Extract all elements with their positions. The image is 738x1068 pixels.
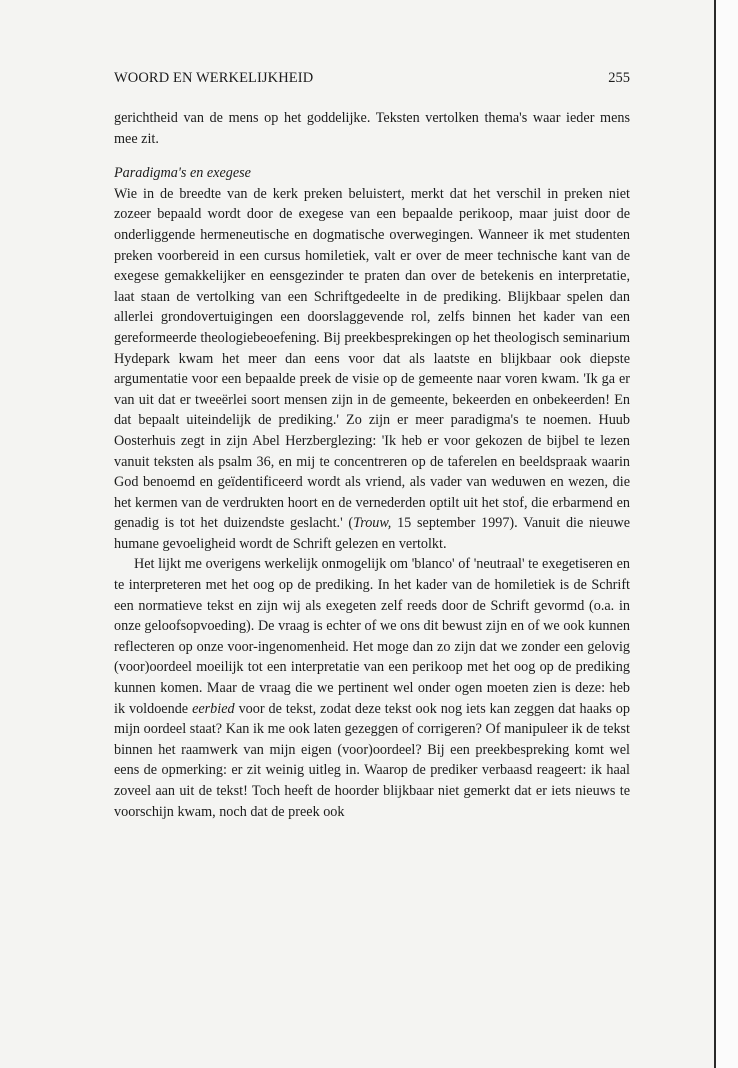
paragraph-2-text: Het lijkt me overigens werkelijk onmogelijk om 'blanco' of 'neutraal' te exegetiseren en te interpreteren met het oog op de prediking. In het kader van de homiletiek is de Schrift een normatieve tekst en zijn wij als exegeten zelf reeds door de Schrift gevormd (o.a. in onze geloofsopvoeding). De vraag is echter of we ons dit bewust zijn en of we ook kunnen reflecteren op onze voor-ingenomenheid. Het moge dan zo zijn dat we zonder een gelovig (voor)oordeel moeilijk tot een interpretatie van een perikoop met het oog op de prediking kunnen komen. Maar de vraag die we pertinent wel onder ogen moeten zien is deze: heb ik voldoende xyxy=(114,556,630,717)
paragraph-2 xyxy=(114,554,630,822)
paragraph-1-citation: Trouw, xyxy=(353,515,392,532)
page-header xyxy=(114,68,630,88)
paragraph-1-text-end: 15 september 1997). Vanuit die nieuwe humane gevoeligheid wordt de Schrift gelezen en vertolkt. xyxy=(114,515,630,552)
body-text xyxy=(114,108,630,822)
paragraph-1-text: Wie in de breedte van de kerk preken beluistert, merkt dat het verschil in preken niet zozeer bepaald wordt door de exegese van een bepaalde perikoop, maar juist door de onderliggende hermeneutische en dogmatische overwegingen. Wanneer ik met studenten preken voorbereid in een cursus homiletiek, valt er over de meer technische kant van de exegese gemakkelijker en eensgezinder te praten dan over de betekenis en interpretatie, laat staan de vertolking van een Schriftgedeelte in de prediking. Blijkbaar spelen dan allerlei grondovertuigingen een doorslaggevende rol, zelfs binnen het kader van een gereformeerde theologiebeoefening. Bij preekbesprekingen op het theologisch seminarium Hydepark kwam het meer dan eens voor dat als laatste en blijkbaar ook diepste argumentatie voor een bepaalde preek de visie op de gemeente naar voren kwam. 'Ik ga er van uit dat er tweeërlei soort mensen zijn in de gemeente, bekeerden en onbekeerden! En dat bepaalt uiteindelijk de prediking.' Zo zijn er meer paradigma's te noemen. Huub Oosterhuis zegt in zijn Abel Herzberglezing: 'Ik heb er voor gekozen de bijbel te lezen vanuit teksten als psalm 36, en mij te concentreren op de taferelen en beeldspraak waarin God benoemd en geïdentificeerd wordt als vriend, als vader van weduwen en wezen, die het kermen van de verdrukten hoort en de vernederden optilt uit het stof, die erbarmend en genadig is tot het duizendste geslacht.' ( xyxy=(114,185,630,532)
spacer xyxy=(114,149,630,163)
section-heading: Paradigma's en exegese xyxy=(114,165,251,182)
paragraph-1 xyxy=(114,184,630,555)
paragraph-2-emphasis: eerbied xyxy=(192,700,235,717)
running-title: WOORD EN WERKELIJKHEID xyxy=(114,70,314,86)
page-number: 255 xyxy=(608,70,630,86)
paragraph-2-text-end: voor de tekst, zodat deze tekst ook nog iets kan zeggen dat haaks op mijn oordeel staat? Kan ik me ook laten gezeggen of corrigeren? Of manipuleer ik de tekst binnen het raamwerk van mijn eigen (voor)oordeel? Bij een preekbespreking komt wel eens de opmerking: er zit weinig uitleg in. Waarop de prediker verbaasd reageert: ik haal zoveel aan uit de tekst! Toch heeft de hoorder blijkbaar niet gemerkt dat er iets nieuws te voorschijn kwam, noch dat de preek ook xyxy=(114,700,630,820)
intro-paragraph: gerichtheid van de mens op het goddelijke. Teksten vertolken thema's waar ieder mens mee zit. xyxy=(114,110,630,147)
page-edge xyxy=(714,0,738,1068)
